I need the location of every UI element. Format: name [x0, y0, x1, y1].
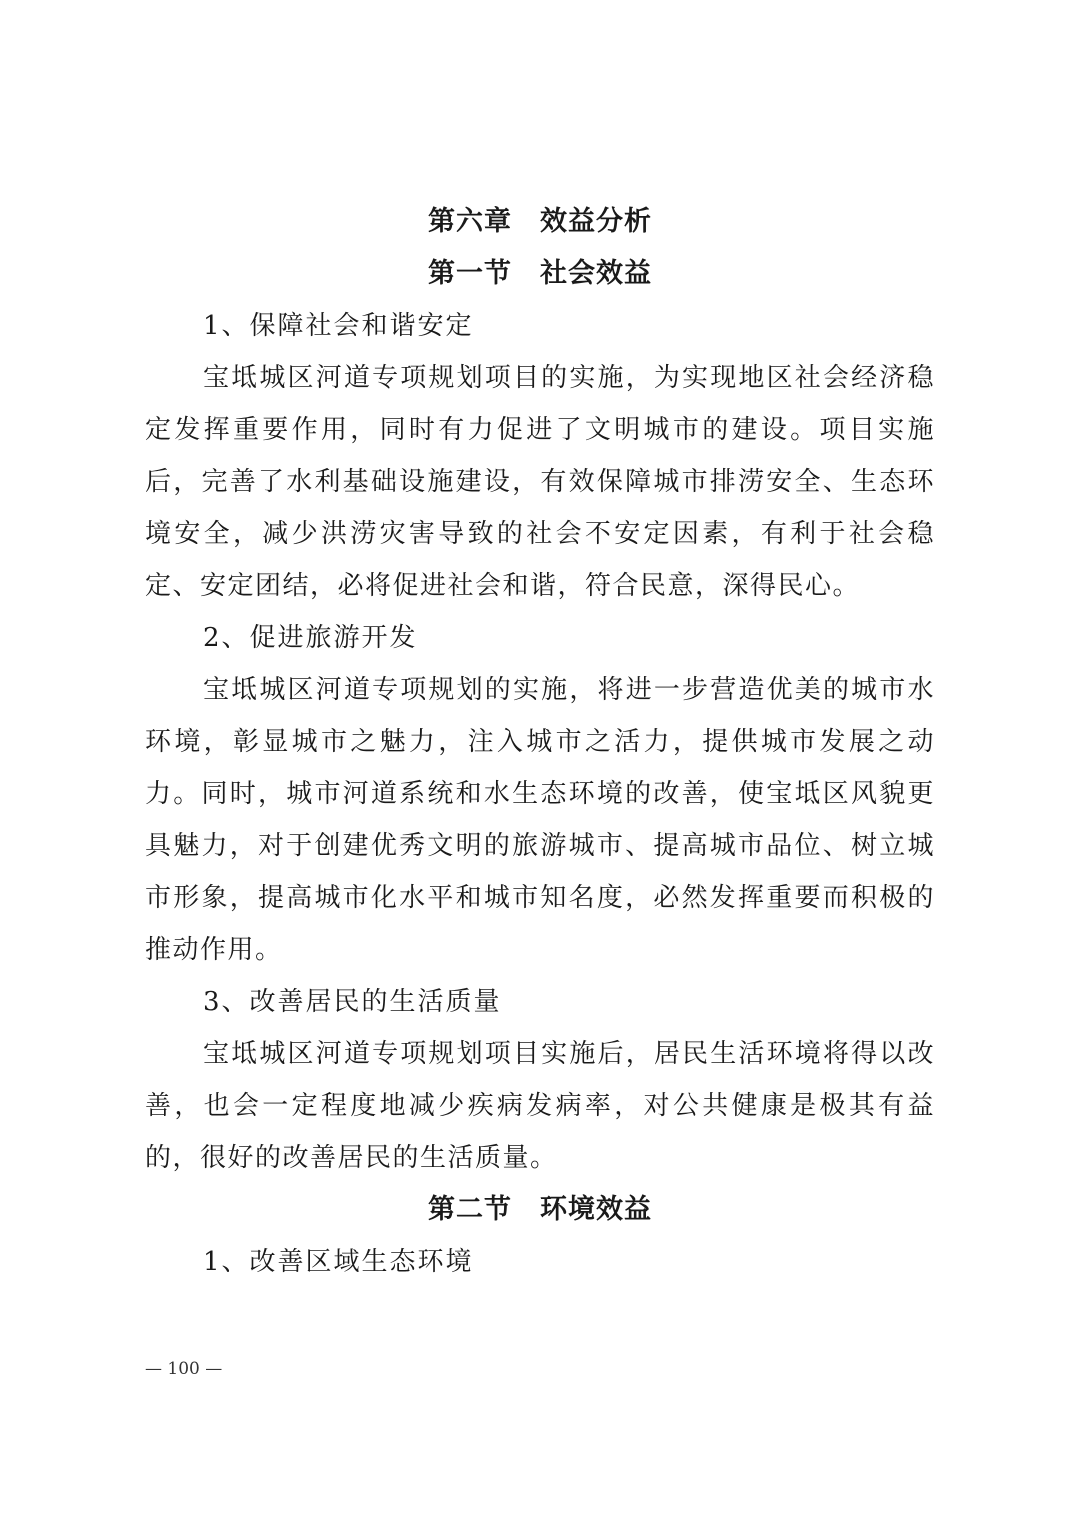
section-heading — [145, 1184, 935, 1236]
page-content — [145, 196, 935, 1288]
item-heading: 3、改善居民的生活质量 — [203, 987, 502, 1017]
section-title: 社会效益 — [540, 258, 652, 289]
page-number: — 100 — — [145, 1359, 223, 1379]
item-heading: 1、保障社会和谐安定 — [203, 311, 474, 341]
section-title: 环境效益 — [540, 1194, 652, 1225]
chapter-title: 效益分析 — [540, 206, 652, 237]
item-heading: 2、促进旅游开发 — [203, 623, 418, 653]
body-paragraph: 宝坻城区河道专项规划的实施，将进一步营造优美的城市水环境，彰显城市之魅力，注入城市之活力，提供城市发展之动力。同时，城市河道系统和水生态环境的改善，使宝坻区风貌更具魅力，对于创建优秀文明的旅游城市、提高城市品位、树立城市形象，提高城市化水平和城市知名度，必然发挥重要而积极的推动作用。 — [145, 675, 935, 965]
section-number: 第二节 — [428, 1194, 512, 1225]
body-paragraph: 宝坻城区河道专项规划项目的实施，为实现地区社会经济稳定发挥重要作用，同时有力促进了文明城市的建设。项目实施后，完善了水利基础设施建设，有效保障城市排涝安全、生态环境安全，减少洪涝灾害导致的社会不安定因素，有利于社会稳定、安定团结，必将促进社会和谐，符合民意，深得民心。 — [145, 363, 935, 601]
item-heading: 1、改善区域生态环境 — [203, 1247, 474, 1277]
body-paragraph: 宝坻城区河道专项规划项目实施后，居民生活环境将得以改善，也会一定程度地减少疾病发病率，对公共健康是极其有益的，很好的改善居民的生活质量。 — [145, 1039, 935, 1173]
chapter-heading — [145, 196, 935, 248]
section-heading — [145, 248, 935, 300]
section-number: 第一节 — [428, 258, 512, 289]
chapter-number: 第六章 — [428, 206, 512, 237]
